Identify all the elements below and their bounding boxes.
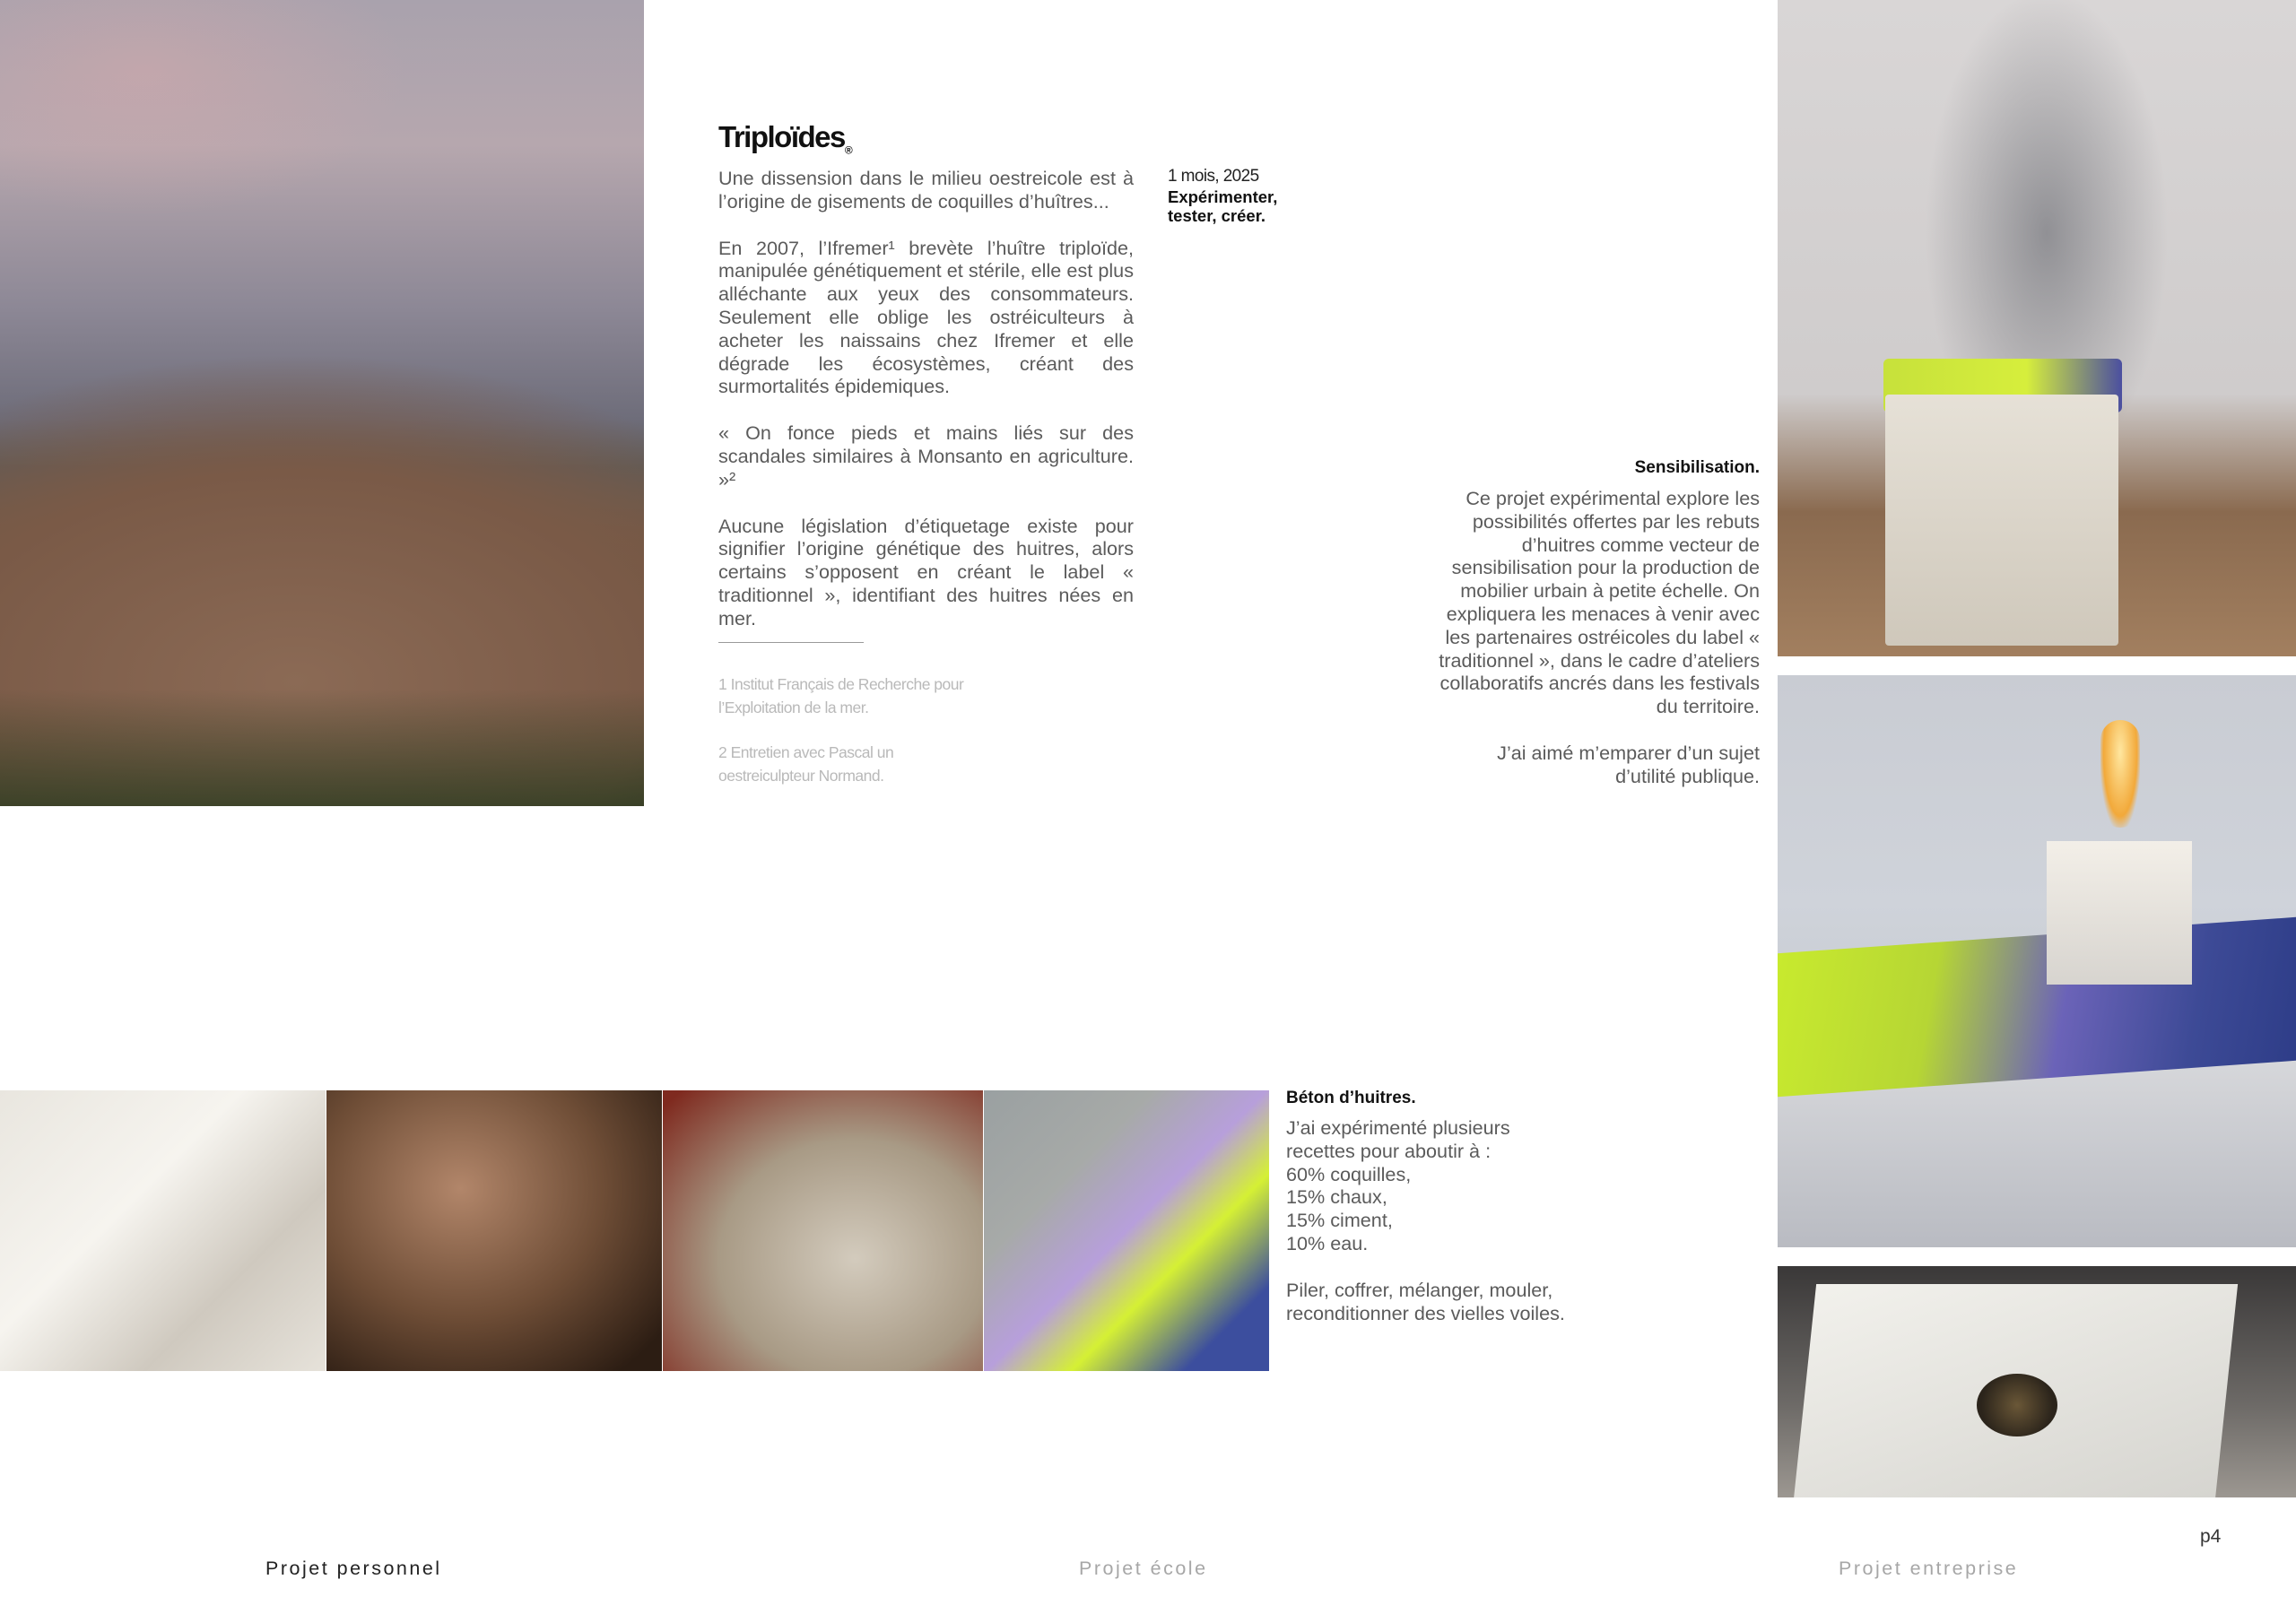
bulb — [2100, 720, 2140, 828]
nav-school-project[interactable]: Projet école — [1079, 1558, 1208, 1579]
concrete-text — [1286, 1116, 1582, 1348]
awareness-heading: Sensibilisation. — [1634, 458, 1760, 477]
process-photo-sewing — [984, 1090, 1269, 1371]
oyster-shell-pile-photo — [0, 0, 644, 806]
lamp-block — [2047, 841, 2192, 985]
lamp-socket-hole — [1977, 1374, 2057, 1436]
awareness-text — [1435, 487, 1760, 812]
intro-column — [718, 167, 1134, 654]
concrete-heading: Béton d’huitres. — [1286, 1089, 1416, 1107]
intro-paragraph: Aucune législation d’étiquetage existe pour signifier l’origine génétique des huitres, alors certains s’opposent en créant le label « traditionnel », identifiant des huitres nées en mer. — [718, 514, 1134, 629]
nav-company-project[interactable]: Projet entreprise — [1839, 1558, 2019, 1579]
process-photo-mould — [0, 1090, 326, 1371]
intro-paragraph: Une dissension dans le milieu oestreicole est à l’origine de gisements de coquilles d’huîtres... — [718, 167, 1134, 213]
project-title-text: Triploïdes — [718, 120, 845, 153]
project-title — [718, 120, 853, 157]
footnote-divider — [718, 642, 864, 643]
lamp-top-closeup-photo — [1778, 1266, 2296, 1497]
intro-paragraph: En 2007, l’Ifremer¹ brevète l’huître triploïde, manipulée génétiquement et stérile, elle est plus alléchante aux yeux des consommateurs. Seulement elle oblige les ostréiculteurs à acheter les naissains chez Ifremer et elle dégrade les écosystèmes, créant des surmortalités épidemiques. — [718, 236, 1134, 398]
title-mark: ® — [844, 143, 853, 157]
project-tagline: Expérimenter, tester, créer. — [1168, 187, 1278, 225]
awareness-paragraph: J’ai aimé m’emparer d’un sujet d’utilité publique. — [1497, 741, 1760, 787]
stool-motion-photo — [1778, 0, 2296, 656]
concrete-recipe: J’ai expérimenté plusieurs recettes pour aboutir à : 60% coquilles, 15% chaux, 15% ciment, 10% eau. — [1286, 1116, 1510, 1254]
project-duration: 1 mois, 2025 — [1168, 167, 1259, 186]
footnotes — [718, 673, 987, 810]
intro-quote: « On fonce pieds et mains liés sur des scandales similaires à Monsanto en agriculture. »² — [718, 421, 1134, 490]
footnote: 1 Institut Français de Recherche pour l’Exploitation de la mer. — [718, 675, 964, 716]
process-photo-crushing — [326, 1090, 662, 1371]
lamp-on-stool-photo — [1778, 675, 2296, 1247]
nav-personal-project[interactable]: Projet personnel — [265, 1558, 442, 1579]
process-photo-mixing — [663, 1090, 983, 1371]
stool-block — [1885, 395, 2118, 646]
page-number: p4 — [2200, 1526, 2222, 1547]
awareness-paragraph: Ce projet expérimental explore les possibilités offertes par les rebuts d’huitres comme vecteur de sensibilisation pour la production de mobilier urbain à petite échelle. On expliquera les menaces à venir avec les partenaires ostréicoles du label « traditionnel », dans le cadre d’ateliers collaboratifs ancrés dans les festivals du territoire. — [1439, 487, 1760, 718]
concrete-process: Piler, coffrer, mélanger, mouler, reconditionner des vielles voiles. — [1286, 1278, 1565, 1324]
footnote: 2 Entretien avec Pascal un oestreiculpteur Normand. — [718, 743, 894, 785]
